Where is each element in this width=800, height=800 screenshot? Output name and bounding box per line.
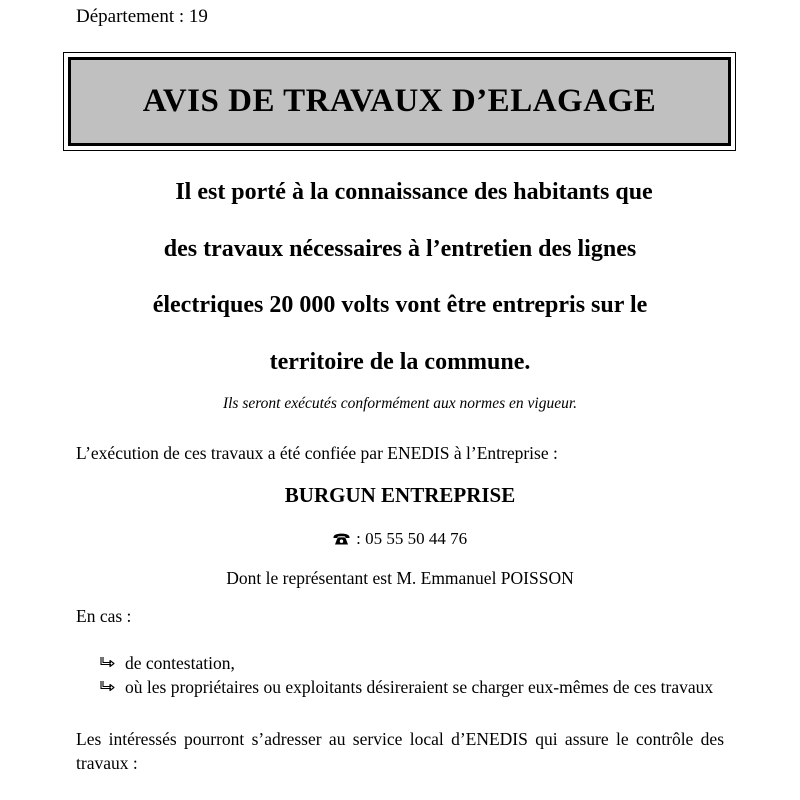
departement-label: Département : 19 bbox=[76, 6, 208, 27]
list-item-text: de contestation, bbox=[125, 653, 235, 673]
intro-line-1: Il est porté à la connaissance des habitants que bbox=[175, 179, 653, 205]
compliance-note: Ils seront exécutés conformément aux normes en vigueur. bbox=[222, 395, 578, 412]
intro-line-4: territoire de la commune. bbox=[269, 348, 531, 375]
intro-line-2: des travaux nécessaires à l’entretien des lignes bbox=[163, 235, 637, 262]
telephone-icon bbox=[333, 533, 350, 545]
company-name: BURGUN ENTREPRISE bbox=[284, 483, 516, 507]
title-banner bbox=[68, 57, 731, 146]
representative-line: Dont le représentant est M. Emmanuel POISSON bbox=[226, 568, 574, 588]
contact-instructions: Les intéressés pourront s’adresser au service local d’ENEDIS qui assure le contrôle des travaux : bbox=[76, 729, 724, 773]
intro-paragraph bbox=[70, 164, 730, 390]
execution-statement: L’exécution de ces travaux a été confiée par ENEDIS à l’Entreprise : bbox=[76, 443, 558, 463]
page-title: AVIS DE TRAVAUX D’ELAGAGE bbox=[142, 83, 657, 119]
list-item bbox=[98, 651, 725, 675]
arrow-hook-icon bbox=[98, 680, 115, 694]
title-frame bbox=[63, 52, 736, 151]
list-item-text: où les propriétaires ou exploitants désireraient se charger eux-mêmes de ces travaux bbox=[125, 677, 714, 697]
cases-list bbox=[98, 651, 725, 699]
list-item bbox=[98, 675, 725, 699]
intro-line-3: électriques 20 000 volts vont être entrepris sur le bbox=[152, 292, 648, 318]
phone-number: : 05 55 50 44 76 bbox=[356, 529, 468, 548]
phone-line bbox=[0, 527, 800, 551]
arrow-hook-icon bbox=[98, 656, 115, 670]
cases-label: En cas : bbox=[76, 606, 132, 626]
